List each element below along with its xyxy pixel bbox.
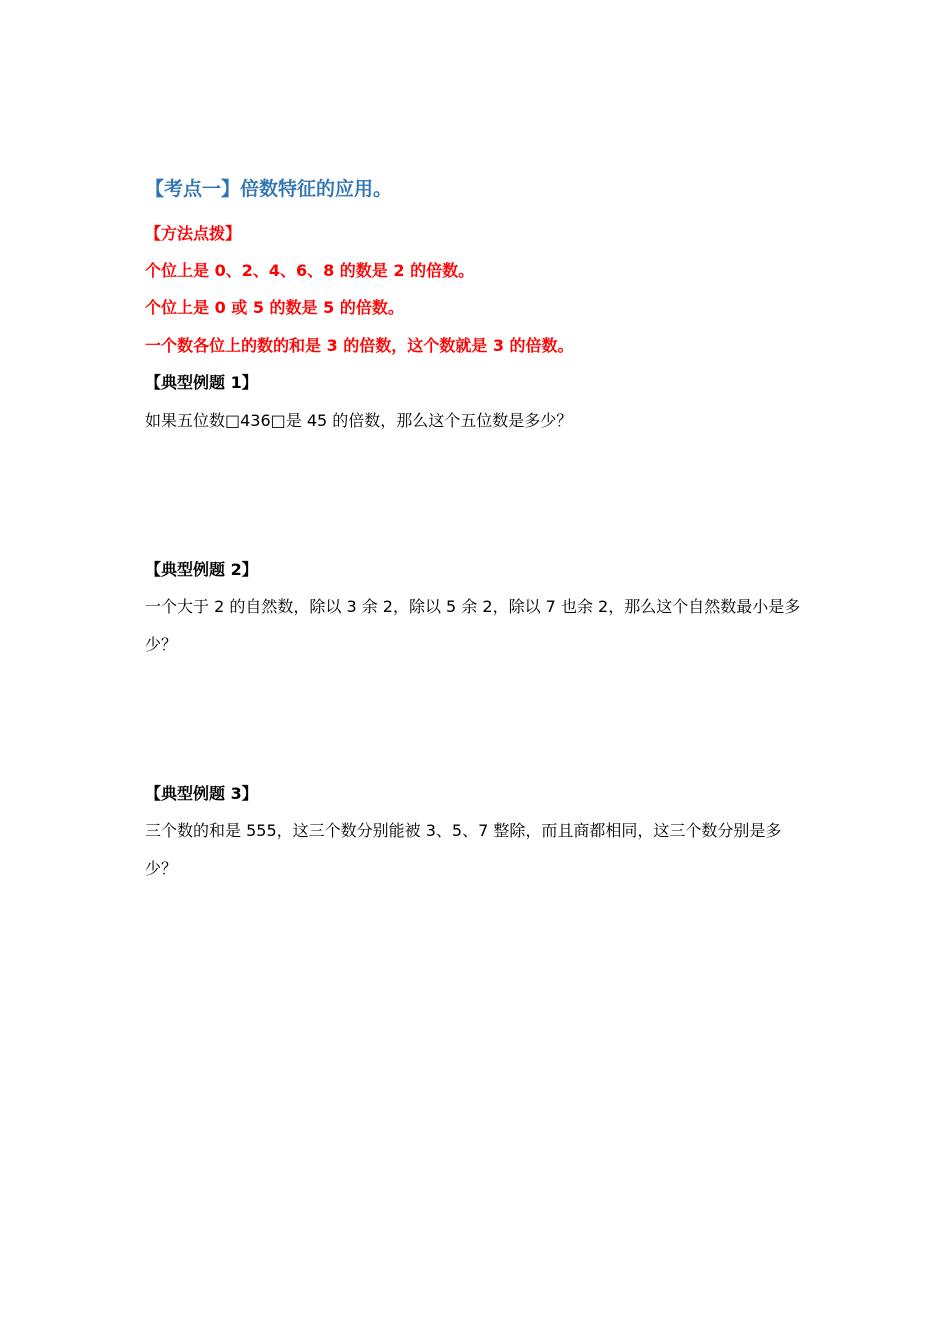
example-1-text: 如果五位数□436□是 45 的倍数，那么这个五位数是多少？ bbox=[145, 411, 573, 430]
example-3-title: 【典型例题 3】 bbox=[145, 784, 258, 803]
method-title: 【方法点拨】 bbox=[145, 224, 242, 243]
method-rule-3: 一个数各位上的数的和是 3 的倍数，这个数就是 3 的倍数。 bbox=[145, 336, 574, 355]
method-rule-2: 个位上是 0 或 5 的数是 5 的倍数。 bbox=[145, 298, 404, 317]
method-rule-1: 个位上是 0、2、4、6、8 的数是 2 的倍数。 bbox=[145, 261, 475, 280]
example-1-title: 【典型例题 1】 bbox=[145, 373, 258, 392]
example-2-text: 一个大于 2 的自然数，除以 3 余 2，除以 5 余 2，除以 7 也余 2，那么这个自然数最小是多少？ bbox=[145, 597, 801, 654]
example-2-title: 【典型例题 2】 bbox=[145, 560, 258, 579]
example-3-text: 三个数的和是 555，这三个数分别能被 3、5、7 整除，而且商都相同，这三个数分别是多少？ bbox=[145, 821, 782, 878]
section-heading: 【考点一】倍数特征的应用。 bbox=[145, 178, 393, 200]
